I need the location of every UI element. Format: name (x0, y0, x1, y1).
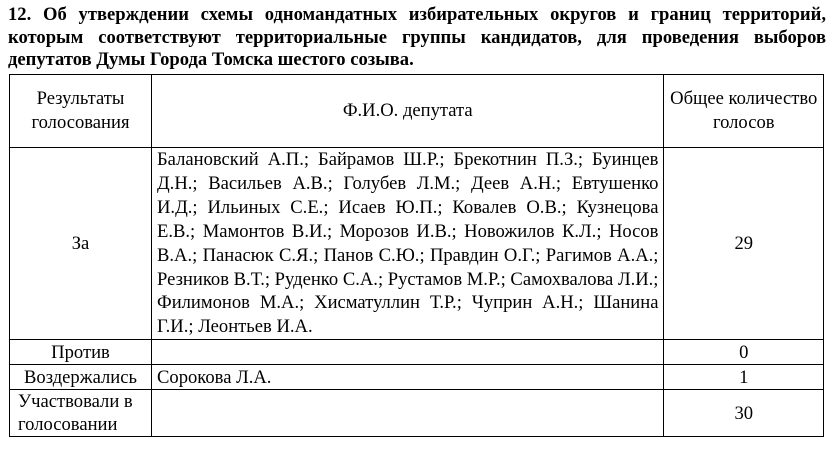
table-row-participated (10, 390, 824, 437)
total-cell: 1 (664, 365, 824, 390)
names-cell (152, 390, 664, 437)
header-names: Ф.И.О. депутата (152, 75, 664, 148)
result-cell: Против (10, 340, 152, 365)
names-cell: Балановский А.П.; Байрамов Ш.Р.; Брекотнин П.З.; Буинцев Д.Н.; Васильев А.В.; Голубев Л.М.; Деев А.Н.; Евтушенко И.Д.; Ильиных С.Е.; Исаев Ю.П.; Ковалев О.В.; Кузнецова Е.В.; Мамонтов В.И.; Морозов И.В.; Новожилов К.Л.; Носов В.А.; Панасюк С.Я.; Панов С.Ю.; Правдин О.Г.; Рагимов А.А.; Резников В.Т.; Руденко С.А.; Рустамов М.Р.; Самохвалова Л.И.; Филимонов М.А.; Хисматуллин Т.Р.; Чуприн А.Н.; Шанина Г.И.; Леонтьев И.А. (152, 148, 664, 340)
table-row-for (10, 148, 824, 340)
table-row-against (10, 340, 824, 365)
total-cell: 30 (664, 390, 824, 437)
header-result: Результаты голосования (10, 75, 152, 148)
result-cell: За (10, 148, 152, 340)
table-header-row (10, 75, 824, 148)
names-cell (152, 340, 664, 365)
section-heading: 12. Об утверждении схемы одномандатных избирательных округов и границ территорий, которым соответствуют территориальные группы кандидатов, для проведения выборов депутатов Думы Города Томска шестого созыва. (8, 4, 826, 70)
names-cell: Сорокова Л.А. (152, 365, 664, 390)
total-cell: 0 (664, 340, 824, 365)
result-cell: Воздержались (10, 365, 152, 390)
result-cell: Участвовали в голосовании (10, 390, 152, 437)
table-row-abstained (10, 365, 824, 390)
voting-results-table (9, 74, 824, 437)
total-cell: 29 (664, 148, 824, 340)
header-total: Общее количество голосов (664, 75, 824, 148)
